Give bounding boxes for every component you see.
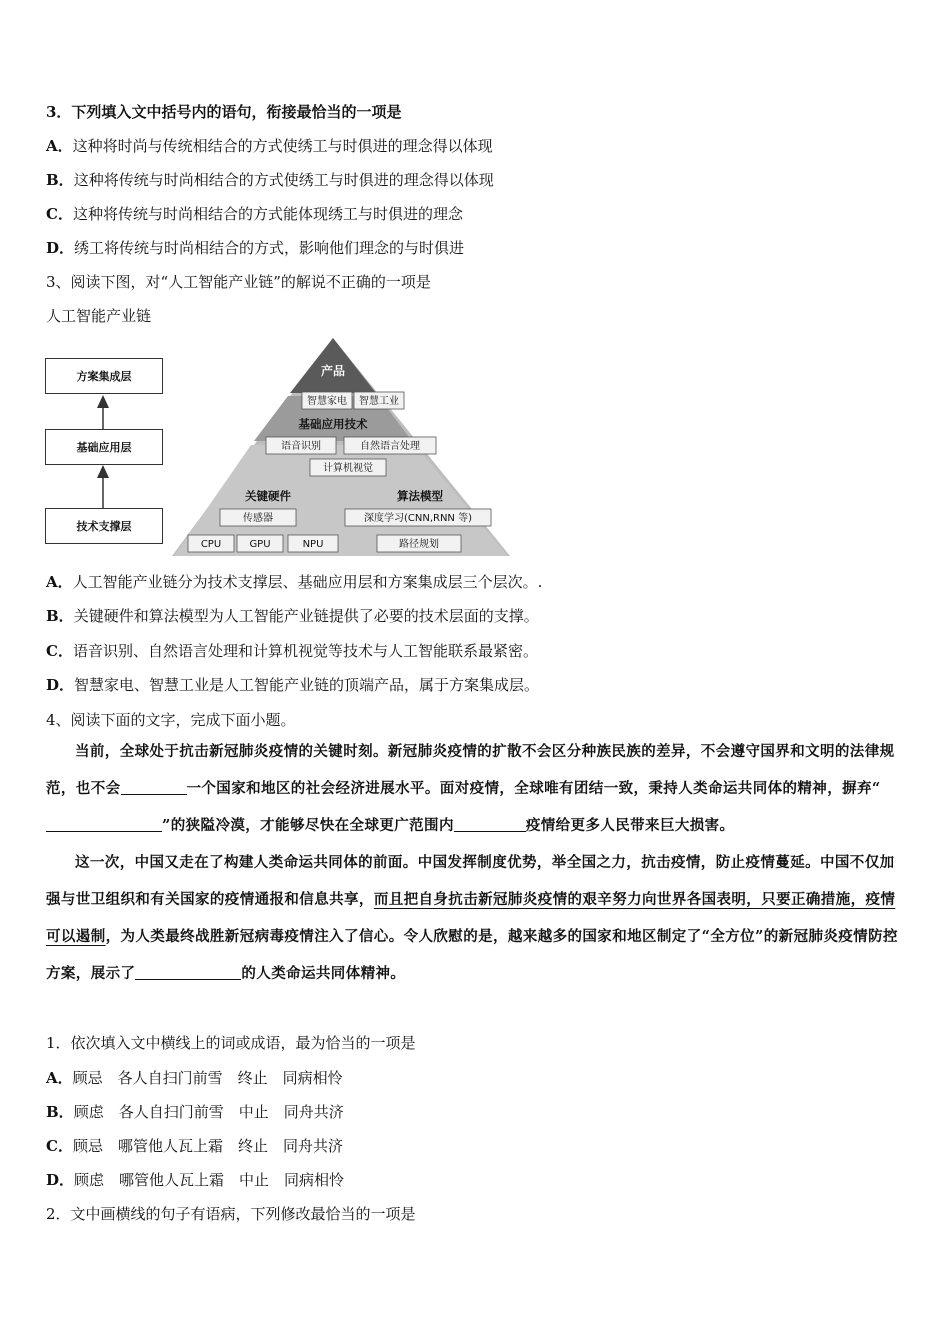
fill-blank <box>135 963 241 980</box>
passage-paragraph-2: 这一次，中国又走在了构建人类命运共同体的前面。中国发挥制度优势，举全国之力，抗击疫情，防止疫情蔓延。中国不仅加强与世卫组织和有关国家的疫情通报和信息共享，而且把自身抗击新冠肺炎疫情的艰辛努力向世界各国表明，只要正确措施，疫情可以遏制，为人类最终战胜新冠病毒疫情注入了信心。令人欣慰的是，越来越多的国家和地区制定了“全方位”的新冠肺炎疫情防控方案，展示了 的人类命运共同体精神。 <box>46 854 898 982</box>
ai-industry-chain-figure <box>40 336 515 562</box>
question-stem: 3．下列填入文中括号内的语句，衔接最恰当的一项是 <box>46 103 402 121</box>
option-d: D．智慧家电、智慧工业是人工智能产业链的顶端产品，属于方案集成层。 <box>46 676 540 694</box>
option-d: D．绣工将传统与时尚相结合的方式，影响他们理念的与时俱进 <box>46 239 465 257</box>
fill-blank <box>121 778 187 795</box>
chip-label: CPU <box>200 539 222 550</box>
question-stem: 4、阅读下面的文字，完成下面小题。 <box>46 711 296 729</box>
reading-passage <box>46 733 904 992</box>
pyramid-top-label: 产品 <box>320 364 346 378</box>
layer-box-application: 基础应用层 <box>45 429 163 465</box>
option-a: A．这种将时尚与传统相结合的方式使绣工与时俱进的理念得以体现 <box>46 137 493 155</box>
option-a: A．顾忌 各人自扫门前雪 终止 同病相怜 <box>46 1069 343 1087</box>
passage-paragraph-1: 当前，全球处于抗击新冠肺炎疫情的关键时刻。新冠肺炎疫情的扩散不会区分种族民族的差异，不会遵守国界和文明的法律规范，也不会 一个国家和地区的社会经济进展水平。面对疫情，全球唯有团结一致，秉持人类命运共同体的精神，摒弃“”的狭隘冷漠，才能够尽快在全球更广范围内 疫情给更多人民带来巨大损害。 <box>46 743 895 834</box>
chip-label: NPU <box>302 539 324 550</box>
option-b: B．关键硬件和算法模型为人工智能产业链提供了必要的技术层面的支撑。 <box>46 607 539 625</box>
fill-blank <box>46 815 162 832</box>
arrow-head <box>97 395 109 408</box>
tech-label: 自然语言处理 <box>360 441 420 452</box>
path-planning-label: 路径规划 <box>399 539 439 550</box>
product-label: 智慧家电 <box>307 396 347 407</box>
sensor-label: 传感器 <box>243 513 273 524</box>
arrow-head <box>97 465 109 478</box>
layer-box-support: 技术支撑层 <box>45 508 163 544</box>
tech-label: 语音识别 <box>281 441 321 452</box>
hardware-title: 关键硬件 <box>245 489 291 503</box>
option-b: B．这种将传统与时尚相结合的方式使绣工与时俱进的理念得以体现 <box>46 171 494 189</box>
sub-question-stem: 2．文中画横线的句子有语病，下列修改最恰当的一项是 <box>46 1205 416 1223</box>
fill-blank <box>454 815 526 832</box>
tech-label: 计算机视觉 <box>323 463 373 474</box>
mid-title: 基础应用技术 <box>298 417 368 431</box>
sub-question-stem: 1．依次填入文中横线上的词或成语，最为恰当的一项是 <box>46 1034 416 1052</box>
option-a: A．人工智能产业链分为技术支撑层、基础应用层和方案集成层三个层次。. <box>46 573 543 591</box>
option-b: B．顾虑 各人自扫门前雪 中止 同舟共济 <box>46 1103 344 1121</box>
question-stem: 3、阅读下图，对“人工智能产业链”的解说不正确的一项是 <box>46 273 431 291</box>
underlined-sentence: 而且把自身抗击新冠肺炎疫情的艰辛努力向世界各国表明，只要正确措施，疫情可以遏制 <box>46 891 896 945</box>
layer-box-solution: 方案集成层 <box>45 358 163 394</box>
deep-learning-label: 深度学习(CNN,RNN 等) <box>363 513 473 524</box>
chip-label: GPU <box>249 539 271 550</box>
option-c: C．顾忌 哪管他人瓦上霜 终止 同舟共济 <box>46 1137 343 1155</box>
option-c: C．语音识别、自然语言处理和计算机视觉等技术与人工智能联系最紧密。 <box>46 642 538 660</box>
diagram-svg <box>40 336 515 562</box>
algorithm-title: 算法模型 <box>397 489 443 503</box>
figure-title: 人工智能产业链 <box>46 307 152 325</box>
option-d: D．顾虑 哪管他人瓦上霜 中止 同病相怜 <box>46 1171 345 1189</box>
product-label: 智慧工业 <box>359 396 399 407</box>
option-c: C．这种将传统与时尚相结合的方式能体现绣工与时俱进的理念 <box>46 205 463 223</box>
